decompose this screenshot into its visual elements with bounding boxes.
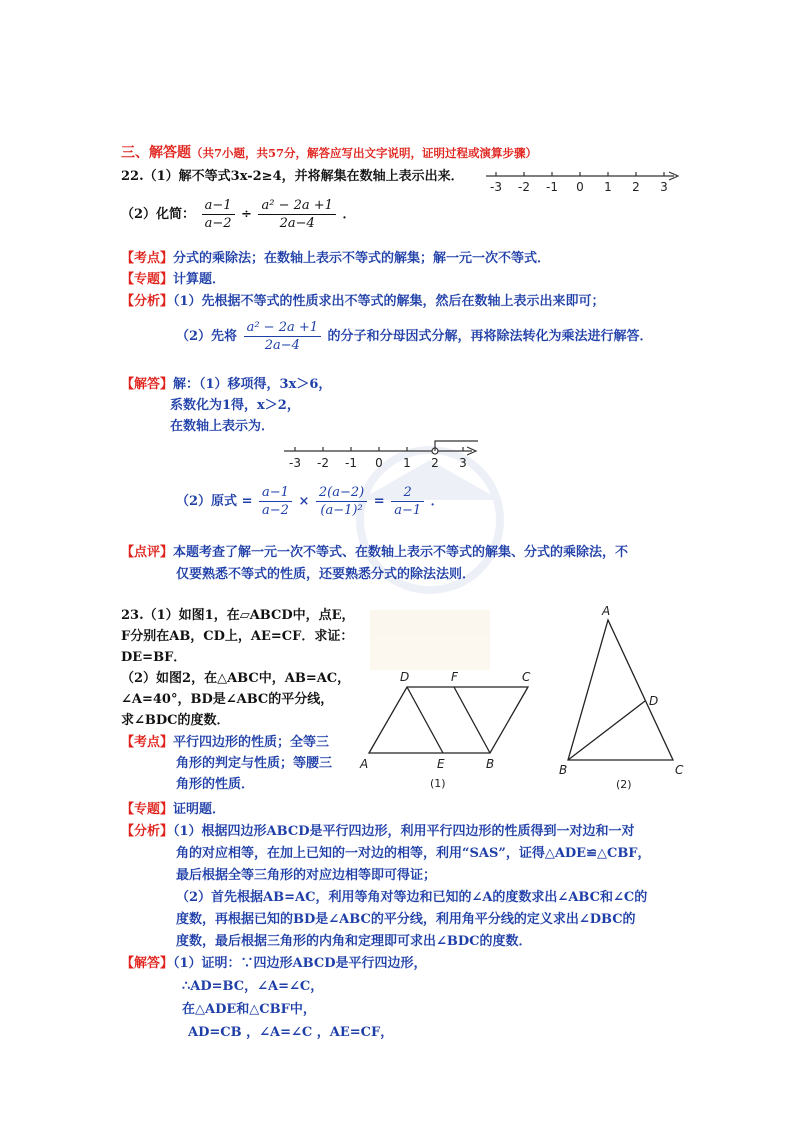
q22-kaodian-tag: 【考点】 bbox=[121, 251, 174, 266]
section-heading bbox=[121, 142, 537, 162]
q22-fenxi-frac-den: 2a−4 bbox=[264, 338, 300, 353]
section-note: （共7小题，共57分，解答应写出文字说明，证明过程或演算步骤） bbox=[191, 146, 538, 160]
q22-jieda-4-end: ． bbox=[430, 494, 444, 509]
q22-fenxi-2 bbox=[176, 320, 653, 353]
q22-stem-1: 22.（1）解不等式3x-2≥4，并将解集在数轴上表示出来． bbox=[121, 169, 464, 184]
tick-label: 3 bbox=[660, 180, 668, 194]
q22-number-line bbox=[484, 166, 684, 196]
q23-kaodian-3: 角形的性质． bbox=[176, 777, 255, 792]
section-title: 三、解答题 bbox=[121, 145, 191, 161]
tick-label: -3 bbox=[289, 456, 301, 470]
q23-fenxi-5: 度数，再根据已知的BD是∠ABC的平分线，利用角平分线的定义求出∠DBC的 bbox=[176, 912, 636, 927]
q23-fenxi-1: （1）根据四边形ABCD是平行四边形，利用平行四边形的性质得到一对边和一对 bbox=[173, 824, 635, 839]
tick-label: -3 bbox=[490, 180, 502, 194]
fig1-label-a: A bbox=[360, 757, 369, 771]
q23-kaodian-2: 角形的判定与性质；等腰三 bbox=[176, 756, 333, 771]
q23-kaodian bbox=[121, 731, 329, 750]
segment-de bbox=[407, 687, 443, 753]
q22-solution-number-line bbox=[282, 438, 482, 472]
q22-jieda-frac-3-num: 2 bbox=[391, 485, 424, 502]
q22-jieda-frac-3 bbox=[391, 485, 424, 518]
tick-label: -1 bbox=[345, 456, 357, 470]
q23-fenxi bbox=[121, 820, 635, 839]
q22-fenxi-frac bbox=[244, 320, 321, 353]
q22-fenxi-1: （1）先根据不等式的性质求出不等式的解集，然后在数轴上表示出来即可； bbox=[173, 294, 605, 309]
tick-label: 0 bbox=[576, 180, 584, 194]
q22-jieda-eq: = bbox=[373, 494, 385, 509]
q22-jieda-2: 系数化为1得，x＞2， bbox=[170, 398, 300, 413]
q22-zhuanti-text: 计算题． bbox=[173, 272, 226, 287]
q23-jieda bbox=[121, 952, 427, 971]
parallelogram-abcd bbox=[369, 687, 528, 753]
q23-kaodian-tag: 【考点】 bbox=[121, 735, 174, 750]
q22-jieda-tag: 【解答】 bbox=[121, 377, 174, 392]
q23-stem-6: 求∠BDC的度数． bbox=[121, 713, 230, 728]
q22-stem-frac-1-num: a−1 bbox=[202, 198, 235, 215]
q22-dianping-1: 本题考查了解一元一次不等式、在数轴上表示不等式的解集、分式的乘除法，不 bbox=[173, 545, 629, 560]
q23-kaodian-1: 平行四边形的性质；全等三 bbox=[173, 735, 330, 750]
q22-jieda-frac-2-num: 2(a−2) bbox=[316, 485, 367, 502]
q22-fenxi-2-prefix: （2）先将 bbox=[176, 329, 238, 344]
q22-fenxi-2-suffix: 的分子和分母因式分解，再将除法转化为乘法进行解答． bbox=[327, 329, 653, 344]
q22-stem-frac-2-num: a² − 2a +1 bbox=[258, 198, 335, 215]
q23-zhuanti-tag: 【专题】 bbox=[121, 802, 174, 817]
q22-kaodian-text: 分式的乘除法；在数轴上表示不等式的解集；解一元一次不等式． bbox=[173, 251, 551, 266]
tick-label: 3 bbox=[459, 456, 467, 470]
fig2-label-c: C bbox=[675, 763, 684, 777]
tick-label: -2 bbox=[518, 180, 530, 194]
tick-label: -1 bbox=[546, 180, 558, 194]
q22-dianping-2: 仅要熟悉不等式的性质，还要熟悉分式的除法法则． bbox=[176, 567, 476, 582]
q23-stem-1: 23.（1）如图1，在▱ABCD中，点E， bbox=[121, 608, 355, 623]
fig1-caption: (1) bbox=[430, 777, 446, 790]
q22-jieda-1: 解：（1）移项得，3x＞6， bbox=[173, 377, 332, 392]
tick-label: 1 bbox=[403, 456, 411, 470]
q23-fenxi-2: 角的对应相等，在加上已知的一对边的相等，利用“SAS”，证得△ADE≌△CBF， bbox=[176, 846, 651, 861]
q22-dianping-tag: 【点评】 bbox=[121, 545, 174, 560]
q23-zhuanti bbox=[121, 798, 225, 817]
q23-fenxi-3: 最后根据全等三角形的对应边相等即可得证； bbox=[176, 868, 437, 883]
q22-fenxi-tag: 【分析】 bbox=[121, 294, 174, 309]
q22-jieda-frac-1 bbox=[259, 485, 292, 518]
tick-label: 2 bbox=[431, 456, 439, 470]
q22-stem-frac-2 bbox=[258, 198, 335, 231]
q23-zhuanti-text: 证明题． bbox=[173, 802, 226, 817]
q22-jieda-frac-1-den: a−2 bbox=[262, 503, 289, 518]
q22-kaodian bbox=[121, 247, 550, 266]
q23-jieda-3: 在△ADE和△CBF中， bbox=[182, 1002, 316, 1017]
q23-figure-1 bbox=[360, 665, 545, 795]
segment-bf bbox=[454, 687, 490, 753]
q22-jieda-frac-2 bbox=[316, 485, 367, 518]
q22-stem-2 bbox=[121, 198, 355, 231]
fig1-label-c: C bbox=[522, 670, 531, 684]
tick-label: -2 bbox=[317, 456, 329, 470]
tick-label: 0 bbox=[375, 456, 383, 470]
q22-stem-frac-1 bbox=[202, 198, 235, 231]
tick-label: 1 bbox=[604, 180, 612, 194]
fig1-label-b: B bbox=[486, 757, 495, 771]
q22-jieda-4 bbox=[176, 485, 444, 518]
q23-stem-5: ∠A=40°，BD是∠ABC的平分线， bbox=[121, 692, 334, 707]
q23-fenxi-6: 度数，最后根据三角形的内角和定理即可求出∠BDC的度数． bbox=[176, 934, 532, 949]
q22-stem-2-prefix: （2）化简： bbox=[121, 207, 196, 222]
q22-stem-div: ÷ bbox=[241, 207, 252, 222]
q22-fenxi bbox=[121, 290, 605, 309]
fig1-label-d: D bbox=[400, 670, 410, 684]
q22-fenxi-frac-num: a² − 2a +1 bbox=[244, 320, 321, 337]
q23-jieda-1: （1）证明：∵四边形ABCD是平行四边形， bbox=[173, 956, 427, 971]
q22-stem-2-end: ． bbox=[342, 207, 356, 222]
fig2-label-b: B bbox=[559, 763, 568, 777]
q22-jieda-frac-2-den: (a−1)² bbox=[320, 503, 363, 518]
q22-dianping bbox=[121, 541, 628, 560]
fig2-label-d: D bbox=[649, 694, 659, 708]
fig1-label-f: F bbox=[451, 670, 458, 684]
triangle-abc bbox=[568, 620, 673, 760]
q22-stem-frac-2-den: 2a−4 bbox=[279, 216, 315, 231]
q22-stem-frac-1-den: a−2 bbox=[204, 216, 232, 231]
fig2-label-a: A bbox=[602, 604, 611, 618]
q23-figure-2 bbox=[560, 602, 695, 797]
q23-fenxi-4: （2）首先根据AB=AC，利用等角对等边和已知的∠A的度数求出∠ABC和∠C的 bbox=[176, 890, 648, 905]
tick-label: 2 bbox=[632, 180, 640, 194]
q23-stem-4: （2）如图2，在△ABC中，AB=AC， bbox=[121, 671, 351, 686]
q22-jieda-frac-1-num: a−1 bbox=[259, 485, 292, 502]
q23-fenxi-tag: 【分析】 bbox=[121, 824, 174, 839]
q22-zhuanti bbox=[121, 268, 225, 287]
fig2-caption: (2) bbox=[616, 778, 632, 791]
q22-jieda bbox=[121, 373, 331, 392]
segment-bd bbox=[568, 701, 645, 760]
q22-zhuanti-tag: 【专题】 bbox=[121, 272, 174, 287]
q23-stem-2: F分别在AB，CD上，AE=CF．求证： bbox=[121, 629, 354, 644]
fig1-label-e: E bbox=[437, 757, 445, 771]
q22-jieda-frac-3-den: a−1 bbox=[394, 503, 422, 518]
q23-jieda-tag: 【解答】 bbox=[121, 956, 174, 971]
q22-jieda-3: 在数轴上表示为． bbox=[170, 419, 275, 434]
q23-jieda-4: AD=CB ，∠A=∠C ，AE=CF， bbox=[188, 1025, 394, 1040]
q22-jieda-times: × bbox=[298, 494, 310, 509]
q23-stem-3: DE=BF． bbox=[121, 650, 187, 665]
q23-jieda-2: ∴AD=BC，∠A=∠C， bbox=[182, 979, 324, 994]
q22-jieda-4-prefix: （2）原式 = bbox=[176, 494, 253, 509]
